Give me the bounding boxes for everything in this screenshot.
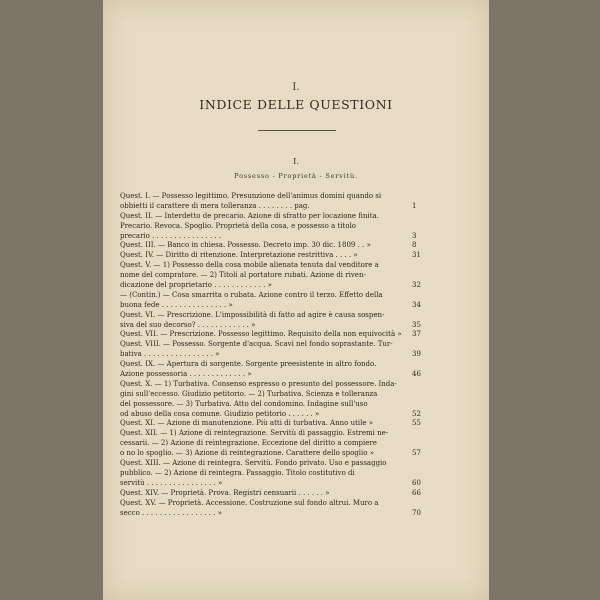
entry-text: Quest. I. — Possesso legittimo. Presunzione dell'animus domini quando si [120, 192, 382, 200]
index-entry-line [120, 311, 418, 321]
entry-text: gini sull'eccesso. Giudizio petitorio. — 2) Turbativa. Scienza e tolleranza [120, 389, 378, 398]
entry-text: Quest. V. — 1) Possesso della cosa mobile alienata tenuta dal venditore a [120, 261, 379, 270]
index-entry-line [120, 469, 418, 479]
title-rule [258, 130, 336, 131]
entry-text: — (Contin.) — Cosa smarrita o rubata. Azione contro il terzo. Effetto della [120, 290, 383, 299]
index-entry-line [120, 360, 418, 370]
index-entry [120, 261, 421, 291]
entry-text: o no lo spoglio. — 3) Azione di reintegrazione. Carattere dello spoglio » [120, 449, 374, 458]
page-number: 35 [412, 320, 421, 329]
index-entry-line [120, 380, 418, 390]
page-title: INDICE DELLE QUESTIONI [199, 97, 393, 112]
page-number: 32 [412, 281, 421, 290]
index-entry-line [120, 340, 418, 350]
entry-text: del possessore. — 3) Turbativa. Atto del condomino. Indagine sull'uso [120, 399, 368, 408]
index-entry-line [120, 409, 421, 420]
page-number: 60 [412, 478, 421, 487]
page-number: 39 [412, 350, 421, 359]
entry-text: obbietti il carattere di mera tolleranza . . . . . . . . pag. [120, 201, 310, 210]
index-list [120, 192, 421, 518]
index-entry-line [120, 488, 421, 499]
index-entry [120, 330, 421, 340]
index-entry-line [120, 212, 418, 222]
entry-text: Quest. VI. — Prescrizione. L'impossibilità di fatto ad agire è causa sospen- [120, 310, 385, 319]
page-number: 34 [412, 300, 421, 309]
entry-text: buona fede . . . . . . . . . . . . . . . » [120, 300, 233, 309]
index-entry-line [120, 439, 418, 449]
page-number: 46 [412, 370, 421, 379]
book-page [103, 0, 489, 600]
entry-text: Precario. Revoca. Spoglio. Proprietà della cosa, e possesso a titolo [120, 221, 357, 230]
index-entry-line [120, 419, 421, 429]
index-entry-line [120, 251, 421, 261]
index-entry [120, 192, 418, 212]
index-entry-line [120, 271, 418, 281]
entry-text: Quest. XIV. — Proprietà. Prova. Registri censuarii . . . . . . » [120, 488, 330, 497]
index-entry-line [120, 350, 421, 360]
entry-text: Quest. III. — Banco in chiesa. Possesso. Decreto imp. 30 dic. 1809 . . » [120, 241, 371, 250]
index-entry-line [120, 202, 418, 212]
index-entry-line [120, 478, 421, 489]
index-entry [120, 290, 421, 311]
page-number: 70 [412, 508, 421, 517]
section-number: I. [292, 157, 300, 167]
entry-text: siva del suo decorso? . . . . . . . . . . . . » [120, 320, 256, 329]
page-number: 57 [412, 449, 421, 458]
index-entry-line [120, 499, 418, 509]
index-entry-line [120, 370, 421, 380]
index-entry-line [120, 232, 418, 242]
entry-text: Quest. XIII. — Azione di reintegra. Servitù. Fondo privato. Uso e passaggio [120, 459, 387, 468]
entry-text: od abuso della cosa comune. Giudizio petitorio . . . . . . » [120, 409, 320, 418]
entry-text: dicazione del proprietario . . . . . . . . . . . . » [120, 281, 272, 290]
index-entry [120, 379, 421, 420]
entry-text: Quest. VIII. — Possesso. Sorgente d'acqua. Scavi nel fondo soprastante. Tur- [120, 340, 393, 349]
entry-text: Quest. XI. — Azione di manutenzione. Più atti di turbativa. Anno utile » [120, 419, 374, 428]
index-entry [120, 251, 421, 261]
entry-text: Quest. X. — 1) Turbativa. Consenso espresso o presunto del possessore. Inda- [120, 379, 397, 388]
index-entry-line [120, 320, 421, 331]
index-entry-line [120, 508, 421, 519]
index-entry-line [120, 192, 418, 202]
entry-text: cessarii. — 2) Azione di reintegrazione. Eccezione del diritto a compiere [120, 439, 377, 448]
entry-text: Quest. XII. — 1) Azione di reintegrazione. Servitù di passaggio. Estremi ne- [120, 429, 389, 438]
page-number: 55 [412, 419, 421, 428]
chapter-number: I. [292, 82, 300, 93]
index-entry-line [120, 222, 418, 232]
entry-text: precario . . . . . . . . . . . . . . . . [120, 231, 222, 240]
entry-text: Quest. VII. — Prescrizione. Possesso legittimo. Requisito della non equivocità » [120, 330, 402, 339]
index-entry-line [120, 241, 418, 251]
index-entry-line [120, 281, 421, 291]
entry-text: secco . . . . . . . . . . . . . . . . . » [120, 508, 222, 517]
entry-text: Quest. XV. — Proprietà. Accessione. Costruzione sul fondo altrui. Muro a [120, 498, 379, 507]
index-entry-line [120, 449, 421, 459]
index-entry-line [120, 330, 421, 340]
index-entry [120, 212, 418, 242]
index-entry [120, 429, 421, 459]
entry-text: pubblico. — 2) Azione di reintegra. Passaggio. Titolo costitutivo di [120, 468, 355, 477]
index-entry-line [120, 459, 418, 469]
index-entry [120, 498, 421, 519]
entry-text: Quest. II. — Interdetto de precario. Azione di sfratto per locazione finita. [120, 211, 379, 220]
index-entry [120, 488, 421, 499]
entry-text: bativa . . . . . . . . . . . . . . . . » [120, 350, 220, 359]
index-entry [120, 459, 421, 489]
entry-text: Quest. IV. — Diritto di ritenzione. Interpretazione restrittiva . . . . » [120, 251, 358, 260]
index-entry [120, 310, 421, 331]
index-entry-line [120, 261, 418, 271]
index-entry-line [120, 400, 418, 410]
page-number: 1 [412, 201, 417, 210]
page-number: 66 [412, 488, 421, 497]
index-entry [120, 360, 421, 380]
entry-text: Quest. IX. — Apertura di sorgente. Sorgente preesistente in altro fondo. [120, 360, 377, 369]
entry-text: Azione possessoria . . . . . . . . . . . . . » [120, 370, 252, 379]
index-entry [120, 419, 421, 429]
page-number: 37 [412, 330, 421, 339]
index-entry-line [120, 291, 418, 301]
entry-text: servitù . . . . . . . . . . . . . . . . » [120, 478, 223, 487]
page-number: 3 [412, 231, 417, 240]
index-entry-line [120, 429, 418, 439]
index-entry-line [120, 300, 421, 311]
section-title: Possesso - Proprietà - Servitù. [234, 172, 358, 180]
entry-text: nome del compratore. — 2) Titoli al portatore rubati. Azione di riven- [120, 271, 366, 280]
index-entry-line [120, 390, 418, 400]
page-number: 31 [412, 251, 421, 260]
page-number: 8 [412, 241, 417, 250]
index-entry [120, 241, 418, 251]
index-entry [120, 340, 421, 360]
page-number: 52 [412, 409, 421, 418]
